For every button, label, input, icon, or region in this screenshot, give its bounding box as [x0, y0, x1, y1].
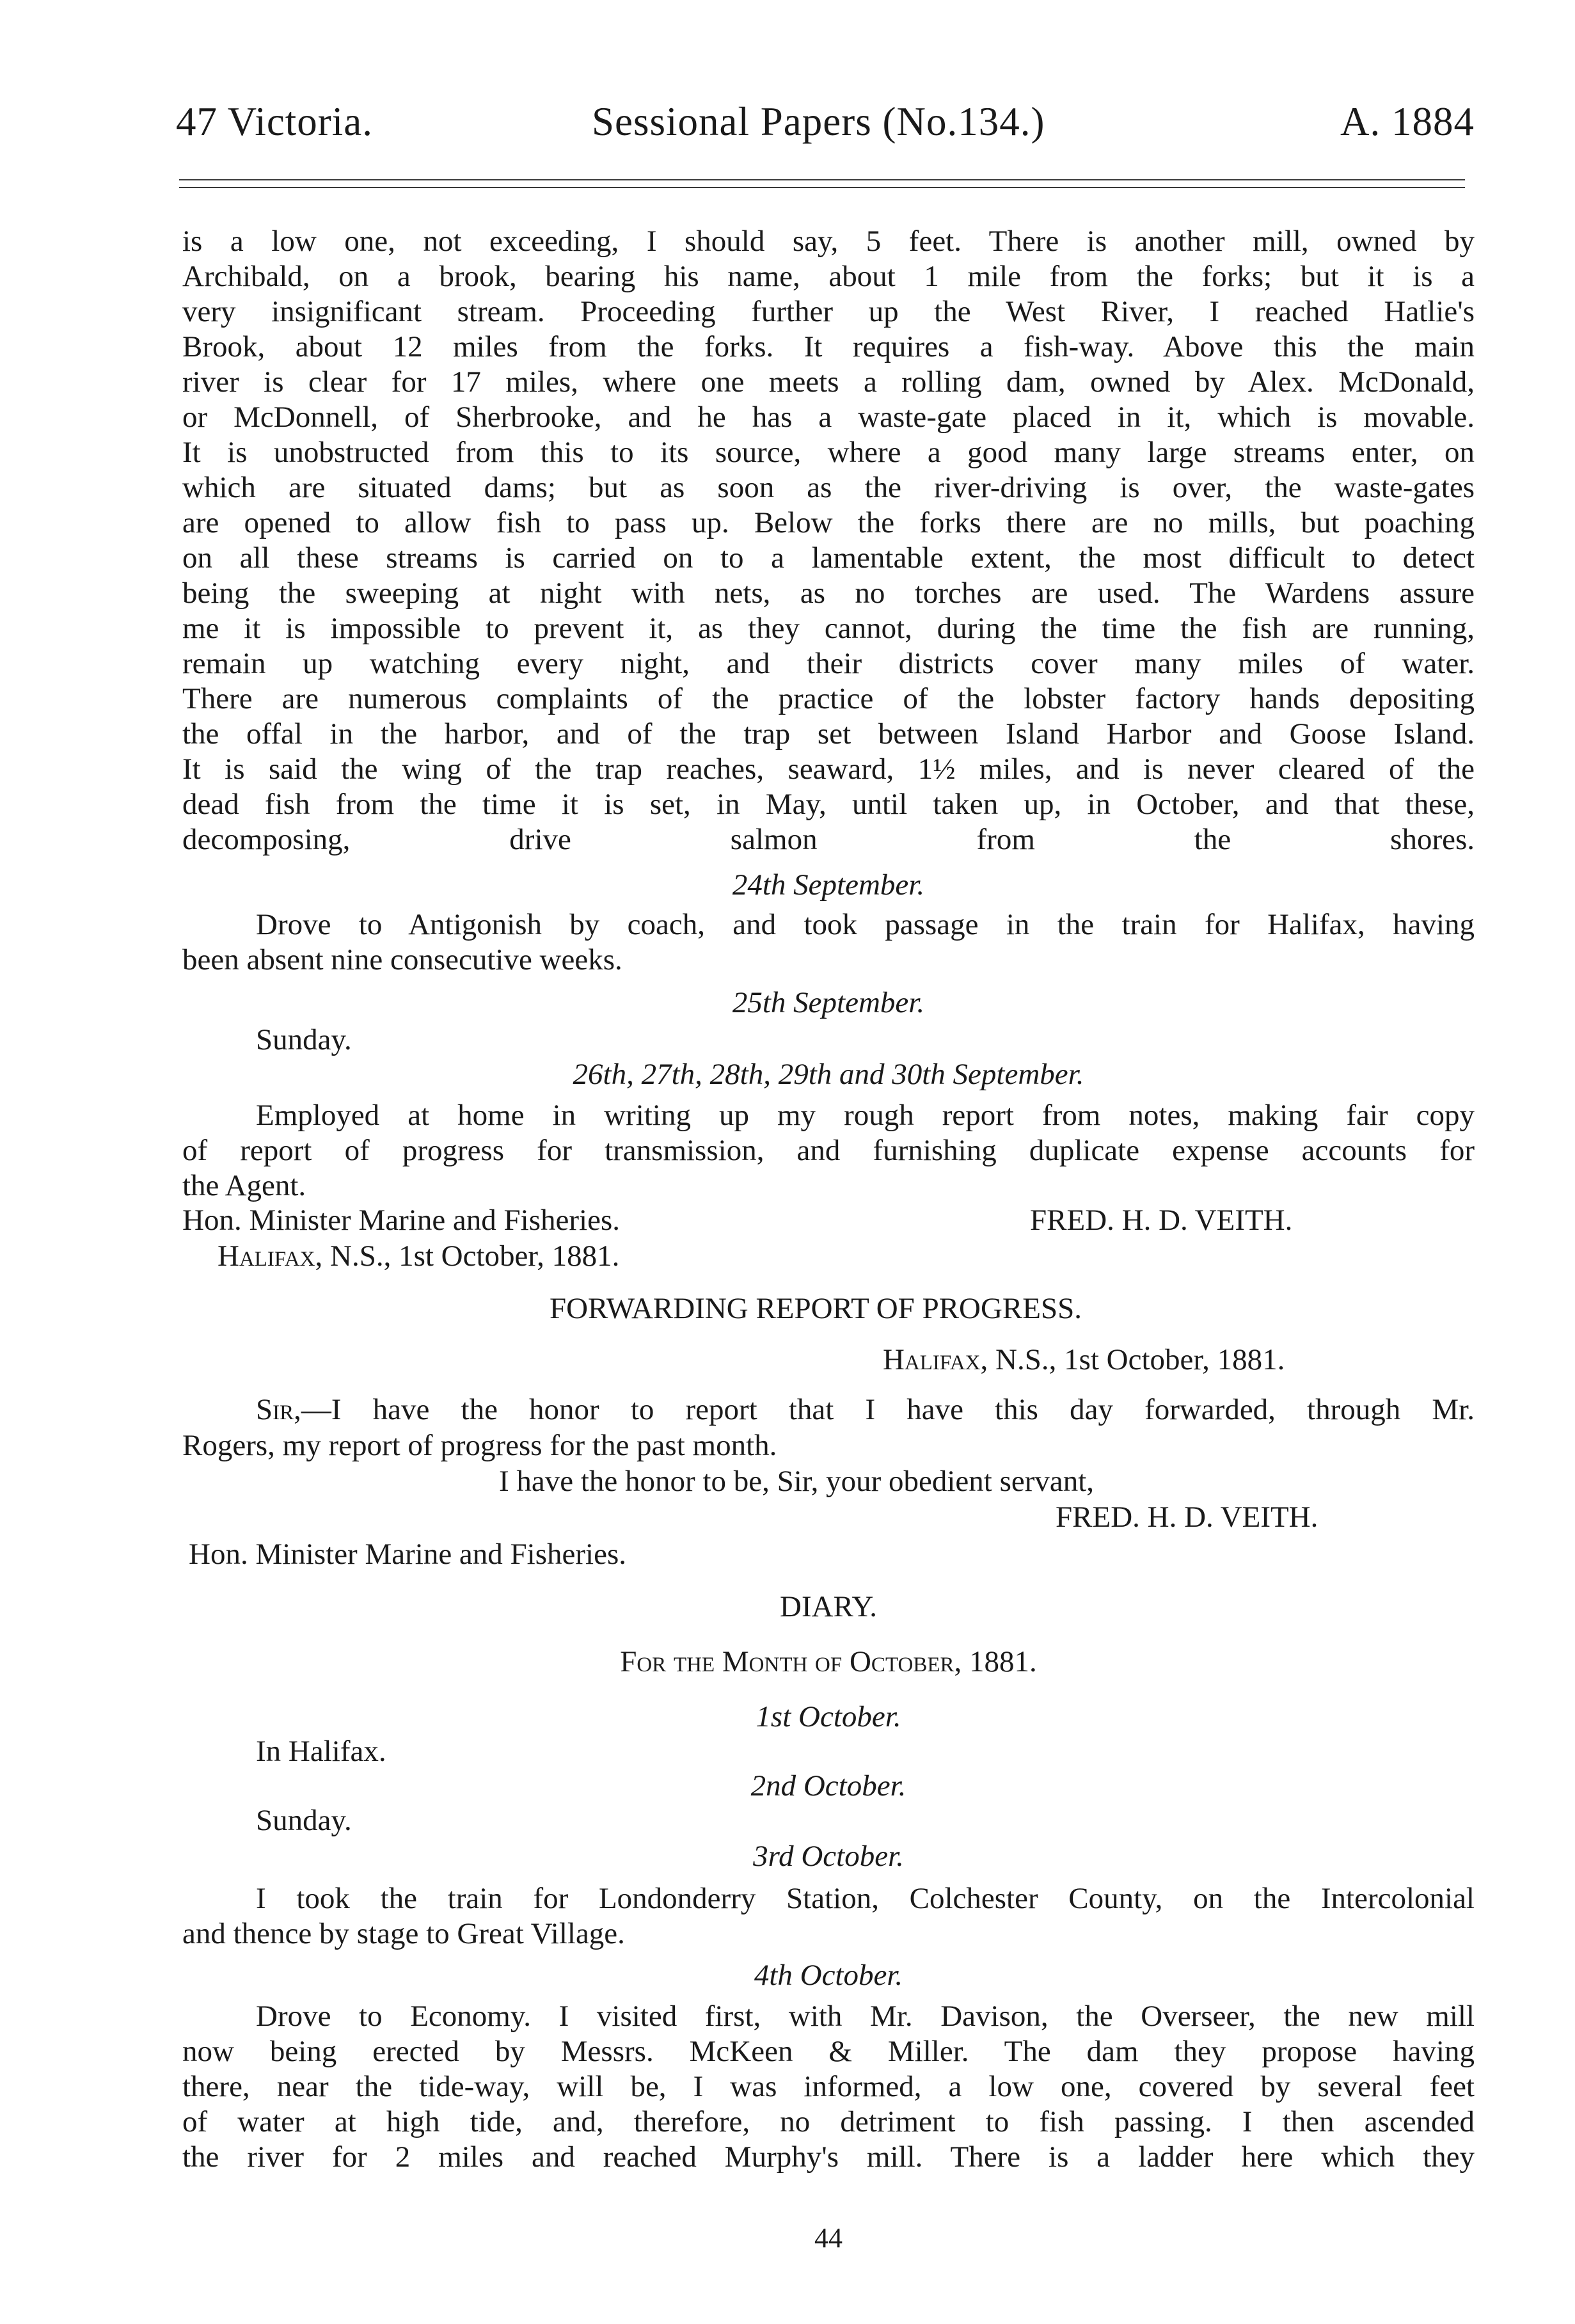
paragraph-antigonish: [182, 907, 1475, 978]
text-line: of report of progress for transmission, and furnishing duplicate expense accounts for: [182, 1134, 1475, 1167]
header-rule-bottom: [179, 187, 1465, 188]
sunday-note-1: Sunday.: [256, 1023, 352, 1056]
text-line: the Agent.: [182, 1169, 306, 1202]
paragraph-londonderry: [182, 1881, 1475, 1952]
diary-month: For the Month of October, 1881.: [620, 1645, 1037, 1678]
text-line: It is said the wing of the trap reaches, seaward, 1½ miles, and is never cleared of the: [182, 752, 1475, 786]
place-name: Halifax: [218, 1239, 315, 1273]
text-line: Drove to Antigonish by coach, and took passage in the train for Halifax, having: [256, 908, 1475, 941]
letter-line-1: [256, 1392, 1475, 1428]
letter-closing: I have the honor to be, Sir, your obedient servant,: [499, 1465, 1095, 1498]
text-line: Archibald, on a brook, bearing his name, about 1 mile from the forks; but it is a: [182, 260, 1475, 293]
date-heading-26-30-september: 26th, 27th, 28th, 29th and 30th September.: [573, 1058, 1084, 1091]
text-line: I took the train for Londonderry Station, Colchester County, on the Intercolonial: [256, 1882, 1475, 1915]
text-line: It is unobstructed from this to its source, where a good many large streams enter, on: [182, 436, 1475, 469]
header-title: Sessional Papers (No.134.): [592, 99, 1045, 144]
text-line: Drove to Economy. I visited first, with Mr. Davison, the Overseer, the new mill: [256, 2000, 1475, 2033]
date-heading-2-october: 2nd October.: [750, 1769, 906, 1803]
text-line: is a low one, not exceeding, I should say, 5 feet. There is another mill, owned by: [182, 225, 1475, 258]
place-date-rest: , N.S., 1st October, 1881.: [315, 1239, 620, 1273]
paragraph-economy: [182, 1999, 1475, 2175]
text-line: Employed at home in writing up my rough report from notes, making fair copy: [256, 1099, 1475, 1132]
letter-dateline: [883, 1342, 1285, 1378]
date-heading-24-september: 24th September.: [732, 868, 925, 902]
signature-2: FRED. H. D. VEITH.: [1056, 1500, 1318, 1534]
date-heading-1-october: 1st October.: [756, 1700, 901, 1733]
page-number: 44: [814, 2222, 843, 2254]
forwarding-report-heading: FORWARDING REPORT OF PROGRESS.: [549, 1292, 1082, 1325]
text-line: me it is impossible to prevent it, as they cannot, during the time the fish are running,: [182, 612, 1475, 645]
addressee-1: Hon. Minister Marine and Fisheries.: [182, 1204, 621, 1237]
diary-title: DIARY.: [780, 1590, 877, 1623]
text-line: remain up watching every night, and their districts cover many miles of water.: [182, 647, 1475, 680]
dateline-place: Halifax: [883, 1343, 981, 1376]
letter-line-2: Rogers, my report of progress for the past month.: [182, 1429, 777, 1462]
sunday-note-2: Sunday.: [256, 1804, 352, 1837]
paragraph-employed-at-home: [182, 1098, 1475, 1204]
text-line: the offal in the harbor, and of the trap set between Island Harbor and Goose Island.: [182, 717, 1475, 751]
date-heading-4-october: 4th October.: [754, 1959, 903, 1992]
dateline-rest: , N.S., 1st October, 1881.: [980, 1343, 1285, 1376]
paragraph-west-river: [182, 224, 1475, 857]
letter-line-1-text: ,—I have the honor to report that I have this day forwarded, through Mr.: [294, 1393, 1475, 1426]
addressee-2: Hon. Minister Marine and Fisheries.: [189, 1538, 627, 1571]
salutation: Sir: [256, 1393, 294, 1426]
text-line: river is clear for 17 miles, where one meets a rolling dam, owned by Alex. McDonald,: [182, 365, 1475, 399]
text-line: very insignificant stream. Proceeding further up the West River, I reached Hatlie's: [182, 295, 1475, 328]
header-volume: 47 Victoria.: [176, 99, 373, 144]
text-line: been absent nine consecutive weeks.: [182, 943, 622, 976]
running-header: [176, 96, 1475, 147]
header-year: A. 1884: [1340, 99, 1475, 144]
text-line: which are situated dams; but as soon as the river-driving is over, the waste-gates: [182, 471, 1475, 504]
header-rule-top: [179, 179, 1465, 180]
text-line: now being erected by Messrs. McKeen & Miller. The dam they propose having: [182, 2035, 1475, 2068]
in-halifax-note: In Halifax.: [256, 1735, 386, 1768]
date-heading-3-october: 3rd October.: [753, 1840, 904, 1873]
place-date-1: [218, 1239, 619, 1274]
text-line: are opened to allow fish to pass up. Below the forks there are no mills, but poaching: [182, 506, 1475, 539]
text-line: being the sweeping at night with nets, as no torches are used. The Wardens assure: [182, 577, 1475, 610]
signature-1: FRED. H. D. VEITH.: [1030, 1204, 1293, 1237]
text-line: Brook, about 12 miles from the forks. It requires a fish-way. Above this the main: [182, 330, 1475, 363]
text-line: decomposing, drive salmon from the shores.: [182, 823, 1475, 856]
text-line: There are numerous complaints of the practice of the lobster factory hands depositing: [182, 682, 1475, 715]
text-line: dead fish from the time it is set, in May, until taken up, in October, and that these,: [182, 788, 1475, 821]
text-line: on all these streams is carried on to a lamentable extent, the most difficult to detect: [182, 541, 1475, 575]
date-heading-25-september: 25th September.: [732, 986, 925, 1019]
text-line: of water at high tide, and, therefore, no detriment to fish passing. I then ascended: [182, 2105, 1475, 2138]
text-line: and thence by stage to Great Village.: [182, 1917, 625, 1950]
text-line: there, near the tide-way, will be, I was informed, a low one, covered by several feet: [182, 2070, 1475, 2103]
text-line: or McDonnell, of Sherbrooke, and he has a waste-gate placed in it, which is movable.: [182, 401, 1475, 434]
text-line: the river for 2 miles and reached Murphy's mill. There is a ladder here which they: [182, 2140, 1475, 2174]
